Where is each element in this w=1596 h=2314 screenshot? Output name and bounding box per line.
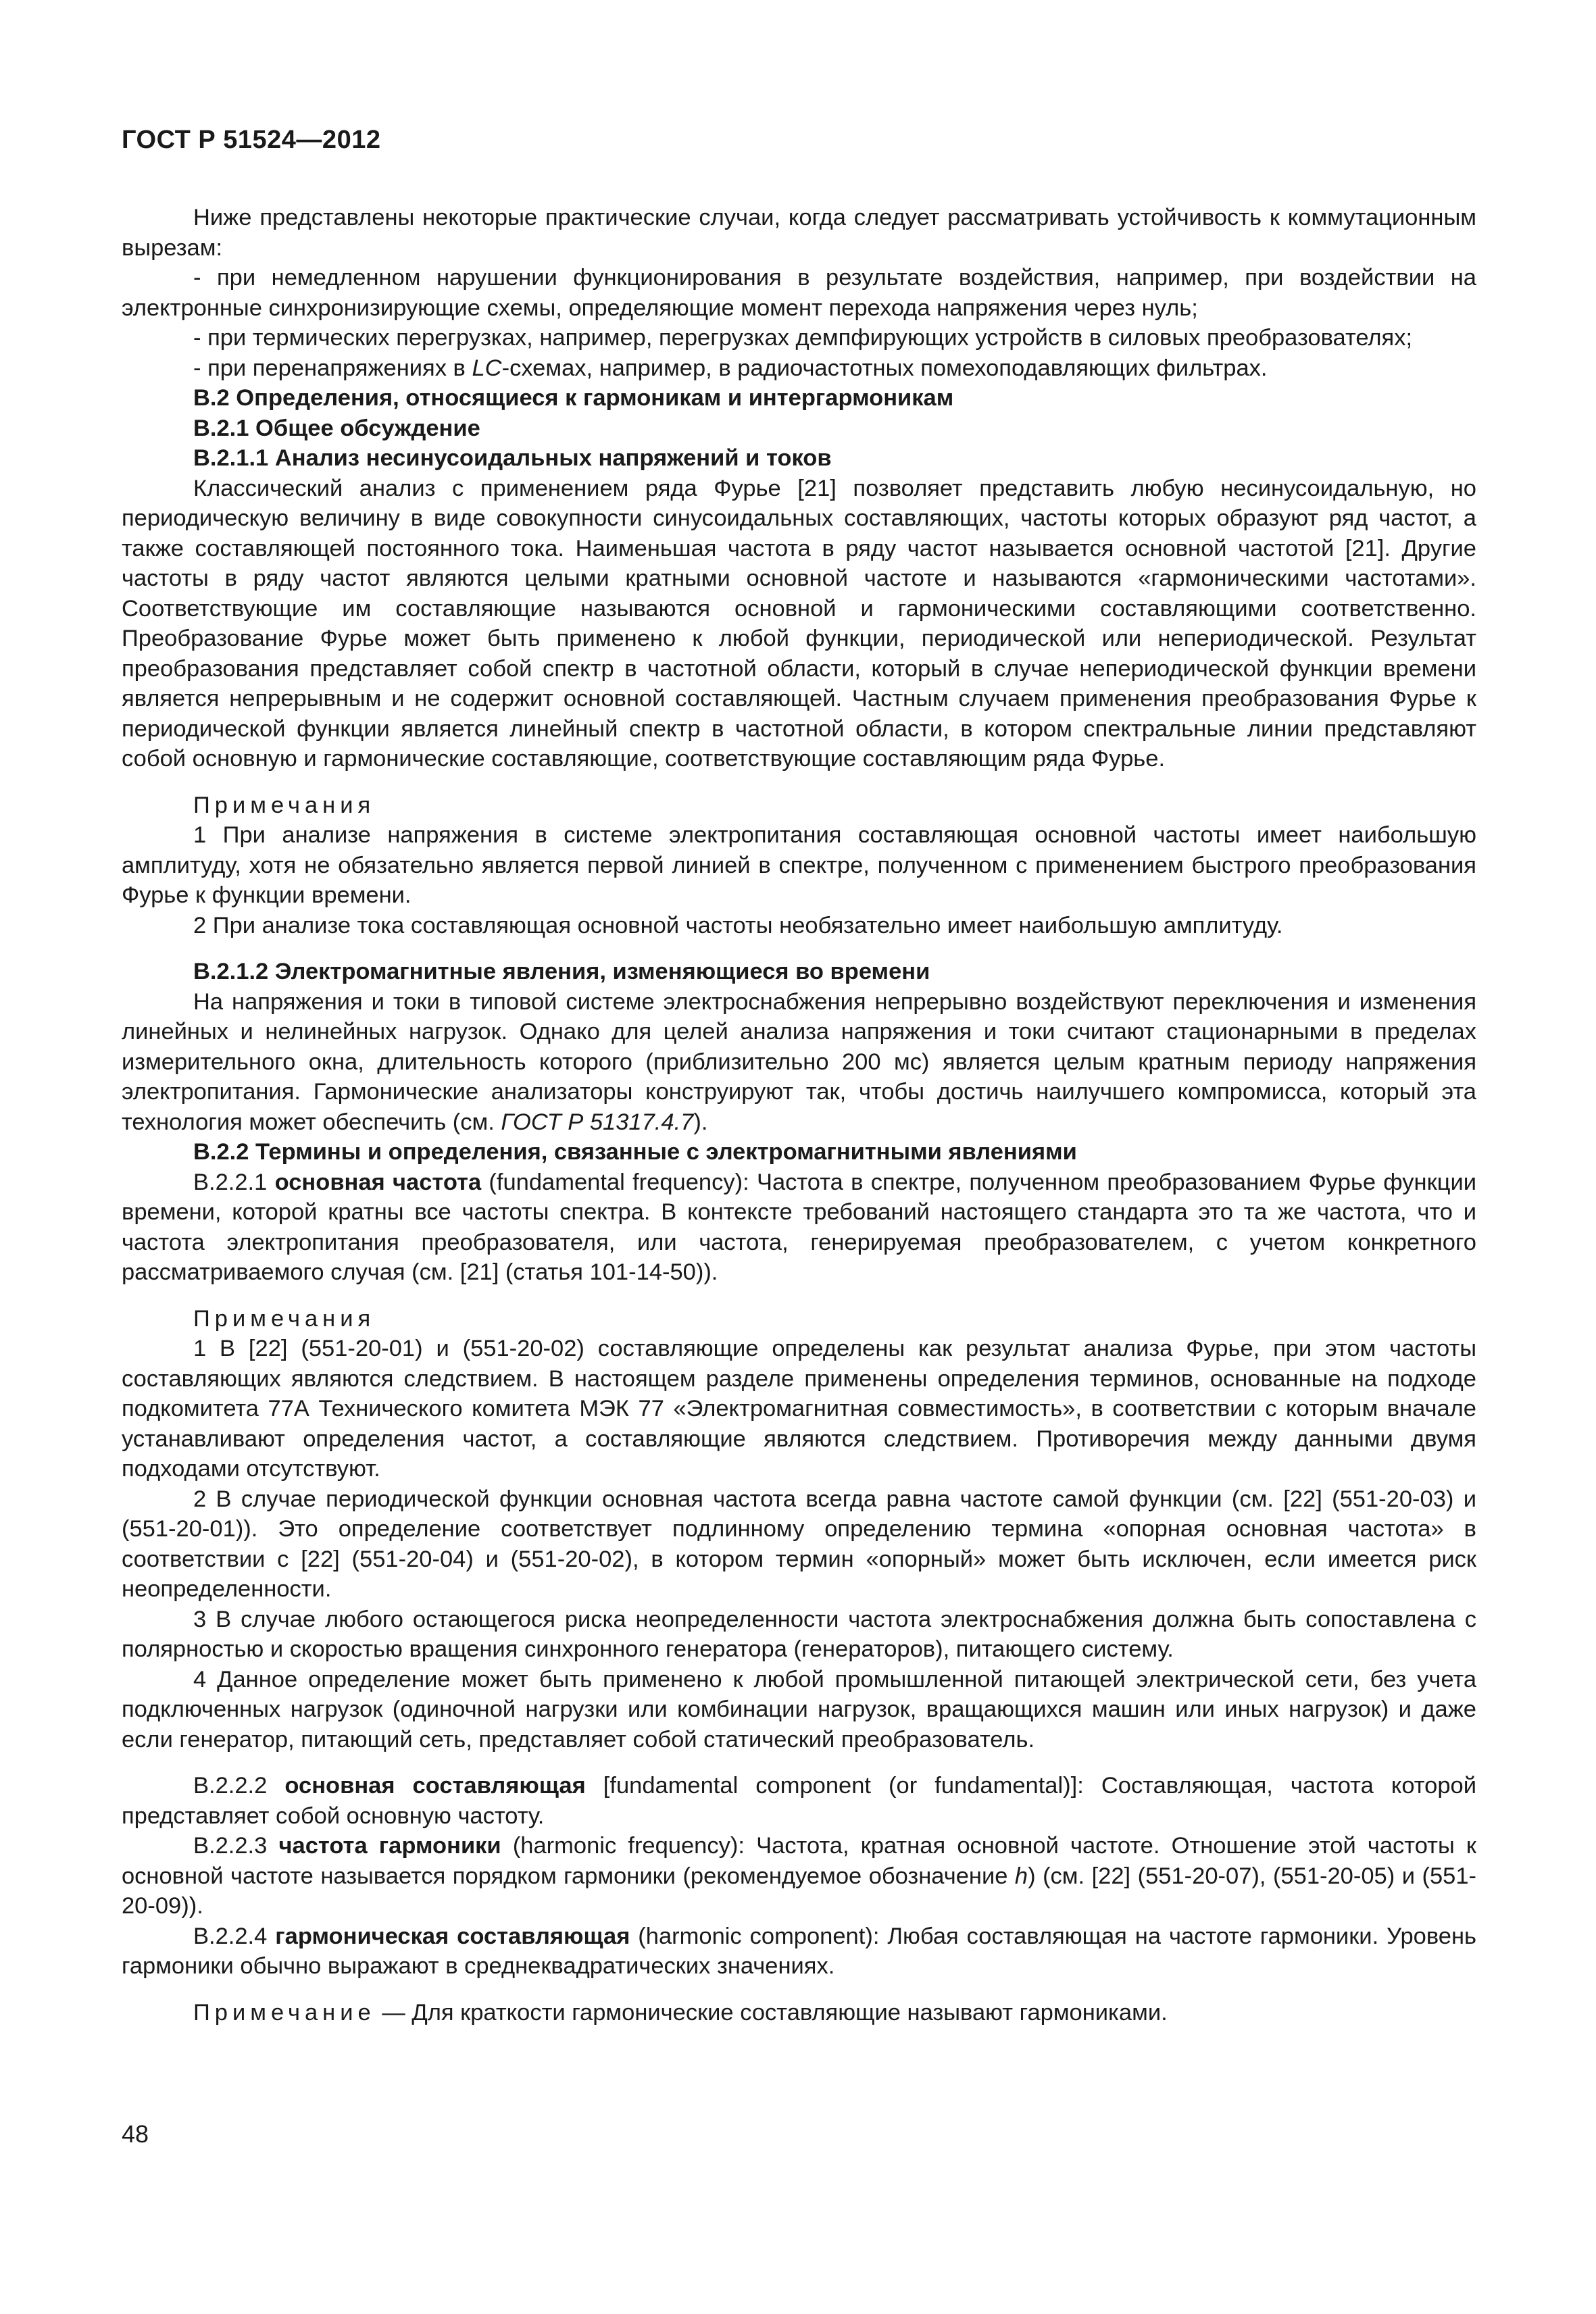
notes-title: Примечания: [193, 792, 376, 818]
note: Примечание — Для краткости гармонические составляющие называют гармониками.: [193, 1999, 1168, 2026]
section-heading: В.2 Определения, относящиеся к гармоникам и интергармоникам: [193, 385, 954, 411]
document-header: ГОСТ Р 51524—2012: [122, 126, 381, 154]
paragraph: Классический анализ с применением ряда Фурье [21] позволяет представить любую несинусоидальную, но периодическую величину в виде совокупности синусоидальных составляющих, частоты которых образуют ряд частот, а также составляющей постоянного тока. Наименьшая частота в ряду частот называется основной частотой [21]. Другие частоты в ряду частот являются целыми кратными основной частоте и называются «гармоническими частотами». Соответствующие им составляющие называются основной и гармоническими составляющими соответственно. Преобразование Фурье может быть применено к любой функции, периодической или непериодической. Результат преобразования представляет собой спектр в частотной области, который в случае непериодической функции времени является непрерывным и не содержит основной составляющей. Частным случаем применения преобразования Фурье к периодической функции является линейный спектр в частотной области, в котором спектральные линии представляют собой основную и гармонические составляющие, соответствующие составляющим ряда Фурье.: [122, 475, 1476, 772]
paragraph: 1 В [22] (551-20-01) и (551-20-02) составляющие определены как результат анализа Фурье, при этом частоты составляющих являются следствием. В настоящем разделе применены определения терминов, основанные на подходе подкомитета 77А Технического комитета МЭК 77 «Электромагнитная совместимость», в соответствии с которым вначале устанавливают определения частот, а составляющие являются следствием. Противоречия между данными двумя подходами отсутствуют.: [122, 1336, 1476, 1482]
document-body: [122, 203, 1476, 2028]
term-definition: В.2.2.1 основная частота (fundamental frequency): Частота в спектре, полученном преобразованием Фурье функции времени, которой кратны все частоты спектра. В контексте требований настоящего стандарта это та же частота, что и частота электропитания преобразователя, или частота, генерируемая преобразователем, с учетом конкретного рассматриваемого случая (см. [21] (статья 101-14-50)).: [122, 1169, 1477, 1285]
term-definition: В.2.2.2 основная составляющая [fundamental component (or fundamental)]: Составляющая, частота которой представляет собой основную частоту.: [122, 1773, 1476, 1829]
paragraph: 2 При анализе тока составляющая основной частоты необязательно имеет наибольшую амплитуду.: [193, 912, 1283, 938]
section-heading: В.2.1.1 Анализ несинусоидальных напряжений и токов: [193, 445, 832, 471]
page-number: 48: [122, 2120, 149, 2148]
paragraph: 1 При анализе напряжения в системе электропитания составляющая основной частоты имеет наибольшую амплитуду, хотя не обязательно является первой линией в спектре, полученном с применением быстрого преобразования Фурье к функции времени.: [122, 822, 1476, 908]
paragraph: Ниже представлены некоторые практические случаи, когда следует рассматривать устойчивость к коммутационным вырезам:: [122, 205, 1476, 261]
paragraph: 2 В случае периодической функции основная частота всегда равна частоте самой функции (см. [22] (551-20-03) и (551-20-01)). Это определение соответствует подлинному определению термина «опорная основная частота» в соответствии с [22] (551-20-04) и (551-20-02), в котором термин «опорный» может быть исключен, если имеется риск неопределенности.: [122, 1486, 1476, 1602]
paragraph: - при перенапряжениях в LC-схемах, например, в радиочастотных помехоподавляющих фильтрах.: [193, 355, 1268, 381]
section-heading: В.2.2 Термины и определения, связанные с электромагнитными явлениями: [193, 1139, 1077, 1165]
paragraph: - при термических перегрузках, например, перегрузках демпфирующих устройств в силовых преобразователях;: [193, 325, 1413, 351]
section-heading: В.2.1 Общее обсуждение: [193, 415, 480, 441]
section-heading: В.2.1.2 Электромагнитные явления, изменяющиеся во времени: [193, 959, 930, 984]
paragraph: На напряжения и токи в типовой системе электроснабжения непрерывно воздействуют переключения и изменения линейных и нелинейных нагрузок. Однако для целей анализа напряжения и токи считают стационарными в пределах измерительного окна, длительность которого (приблизительно 200 мс) является целым кратным периоду напряжения электропитания. Гармонические анализаторы конструируют так, чтобы достичь наилучшего компромисса, который эта технология может обеспечить (см. ГОСТ Р 51317.4.7).: [122, 988, 1476, 1135]
paragraph: - при немедленном нарушении функционирования в результате воздействия, например, при воздействии на электронные синхронизирующие схемы, определяющие момент перехода напряжения через нуль;: [122, 265, 1476, 321]
notes-title: Примечания: [193, 1305, 376, 1332]
paragraph: 3 В случае любого остающегося риска неопределенности частота электроснабжения должна быть сопоставлена с полярностью и скоростью вращения синхронного генератора (генераторов), питающего систему.: [122, 1606, 1476, 1662]
paragraph: 4 Данное определение может быть применено к любой промышленной питающей электрической сети, без учета подключенных нагрузок (одиночной нагрузки или комбинации нагрузок, вращающихся машин или иных нагрузок) и даже если генератор, питающий сеть, представляет собой статический преобразователь.: [122, 1666, 1476, 1753]
term-definition: В.2.2.4 гармоническая составляющая (harmonic component): Любая составляющая на частоте гармоники. Уровень гармоники обычно выражают в среднеквадратических значениях.: [122, 1923, 1477, 1979]
term-definition: В.2.2.3 частота гармоники (harmonic frequency): Частота, кратная основной частоте. Отношение этой частоты к основной частоте называется порядком гармоники (рекомендуемое обозначение h) (см. [22] (551-20-07), (551-20-05) и (551-20-09)).: [122, 1833, 1477, 1919]
